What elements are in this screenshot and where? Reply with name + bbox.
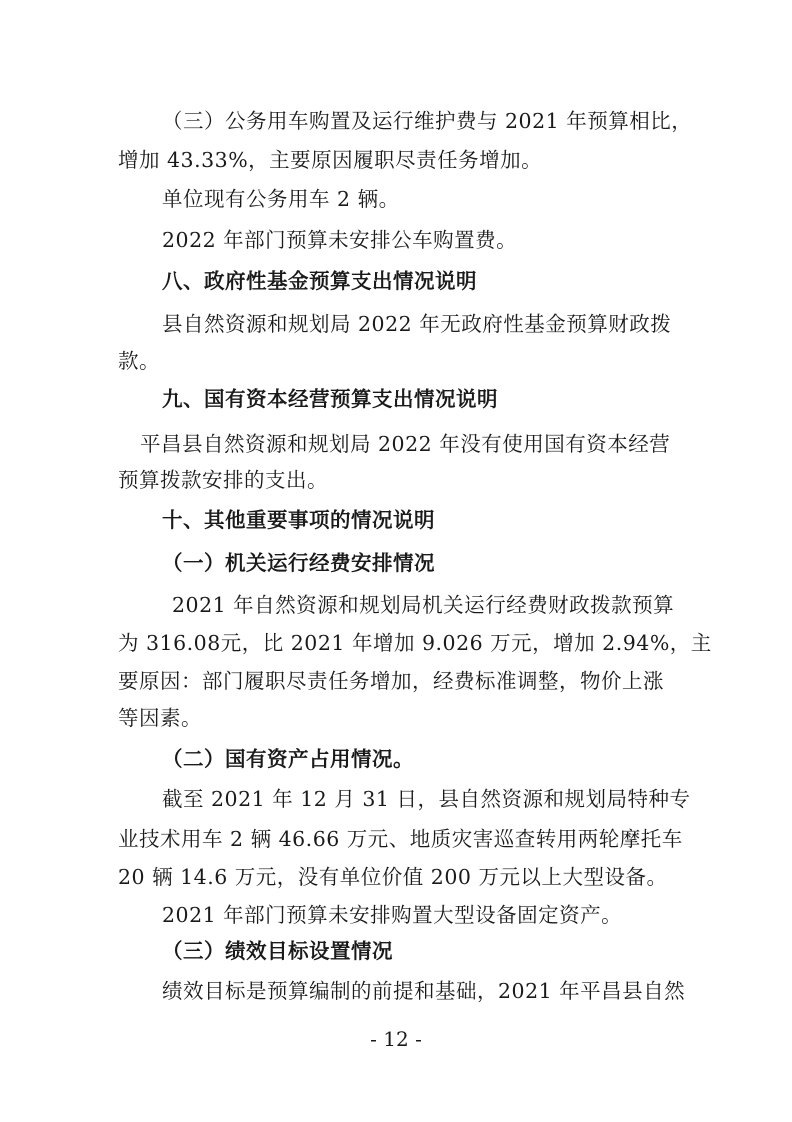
paragraph-line-15: 要原因：部门履职尽责任务增加，经费标准调整，物价上涨 xyxy=(118,669,664,693)
paragraph-line-10: 预算拨款安排的支出。 xyxy=(118,468,328,492)
paragraph-line-20: 20 辆 14.6 万元，没有单位价值 200 万元以上大型设备。 xyxy=(118,865,668,889)
paragraph-line-13: 2021 年自然资源和规划局机关运行经费财政拨款预算 xyxy=(172,593,675,617)
paragraph-line-7: 款。 xyxy=(118,349,160,373)
subsection-heading-1: （一）机关运行经费安排情况 xyxy=(162,551,435,575)
paragraph-line-16: 等因素。 xyxy=(118,706,202,730)
section-heading-8: 八、政府性基金预算支出情况说明 xyxy=(162,269,477,293)
paragraph-line-19: 业技术用车 2 辆 46.66 万元、地质灾害巡查转用两轮摩托车 xyxy=(118,827,683,851)
paragraph-line-6: 县自然资源和规划局 2022 年无政府性基金预算财政拨 xyxy=(162,312,672,336)
subsection-heading-3: （三）绩效目标设置情况 xyxy=(162,939,393,963)
page-number: - 12 - xyxy=(370,1027,422,1051)
section-heading-9: 九、国有资本经营预算支出情况说明 xyxy=(162,387,498,411)
paragraph-line-3: 单位现有公务用车 2 辆。 xyxy=(162,187,400,211)
paragraph-line-4: 2022 年部门预算未安排公车购置费。 xyxy=(162,228,518,252)
paragraph-line-23: 绩效目标是预算编制的前提和基础，2021 年平昌县自然 xyxy=(162,979,686,1003)
paragraph-line-18: 截至 2021 年 12 月 31 日，县自然资源和规划局特种专 xyxy=(162,787,691,811)
paragraph-line-14: 为 316.08元，比 2021 年增加 9.026 万元，增加 2.94%，主 xyxy=(118,631,712,655)
subsection-heading-2: （二）国有资产占用情况。 xyxy=(162,747,414,771)
section-heading-10: 十、其他重要事项的情况说明 xyxy=(162,508,435,532)
paragraph-line-9: 平昌县自然资源和规划局 2022 年没有使用国有资本经营 xyxy=(140,432,671,456)
paragraph-line-2: 增加 43.33%，主要原因履职尽责任务增加。 xyxy=(118,148,543,172)
paragraph-line-21: 2021 年部门预算未安排购置大型设备固定资产。 xyxy=(162,903,623,927)
paragraph-line-1: （三）公务用车购置及运行维护费与 2021 年预算相比， xyxy=(162,109,693,133)
